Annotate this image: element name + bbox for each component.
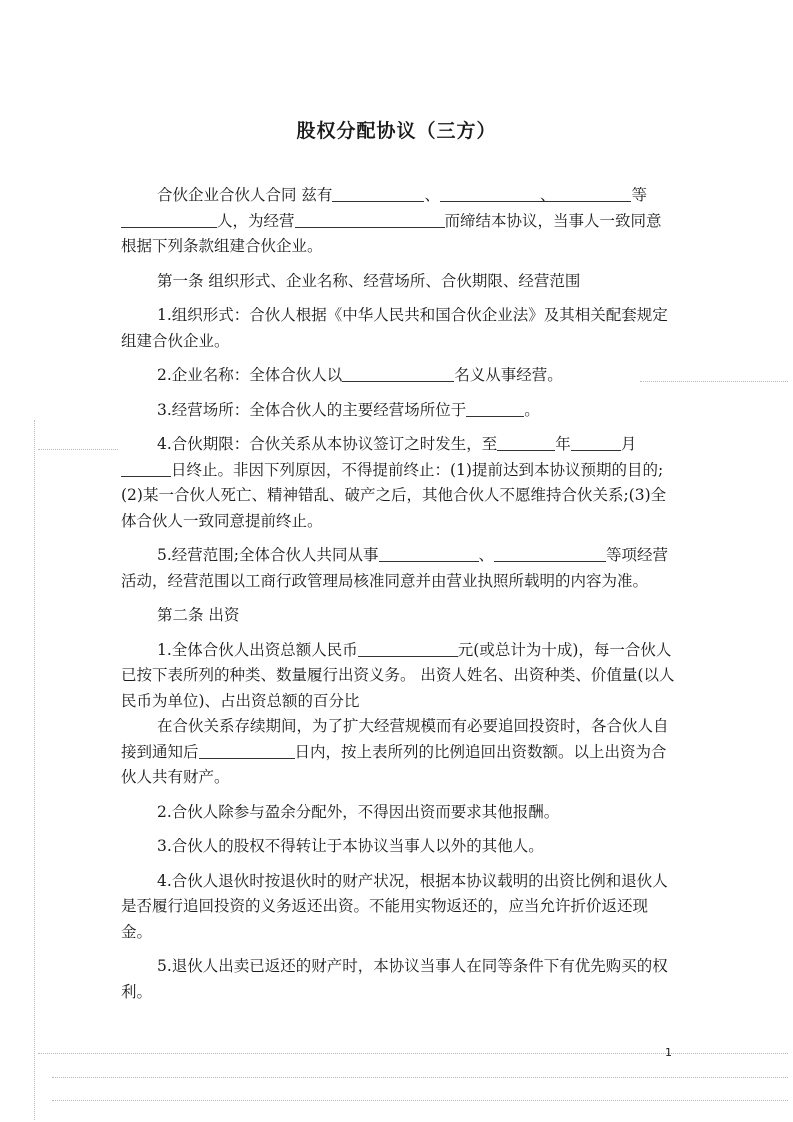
article-1-title: 第一条 组织形式、企业名称、经营场所、合伙期限、经营范围 bbox=[157, 271, 581, 290]
text-run: 。 bbox=[524, 400, 540, 419]
text-run: 在合伙关系存续期间，为了扩大经营规模而有必要追回投资时，各合伙人自接到通知后 bbox=[121, 717, 669, 761]
intro-paragraph bbox=[121, 183, 677, 260]
blank-field[interactable] bbox=[199, 742, 295, 759]
article-2-item-1 bbox=[121, 638, 677, 715]
blank-field[interactable] bbox=[519, 185, 631, 202]
blank-field[interactable] bbox=[379, 545, 479, 562]
article-1-item-1: 1.组织形式：合伙人根据《中华人民共和国合伙企业法》及其相关配套规定组建合伙企业。 bbox=[121, 306, 668, 350]
article-2-title: 第二条 出资 bbox=[157, 606, 240, 624]
dotted-guide-line bbox=[52, 1077, 788, 1078]
text-run: 等项经营活动，经营范围以工商行政管理局核准同意并由营业执照所载明的内容为准。 bbox=[121, 546, 669, 590]
blank-field[interactable] bbox=[332, 185, 424, 202]
text-run: 而缔结本协议，当事人一致同意根据下列条款组建合伙企业。 bbox=[121, 211, 662, 255]
article-1-item-5 bbox=[121, 543, 677, 594]
text-run: 、 bbox=[424, 186, 440, 204]
blank-field[interactable] bbox=[497, 434, 555, 451]
blank-field[interactable] bbox=[121, 211, 217, 228]
dotted-guide-line bbox=[38, 1053, 788, 1054]
text-run: 日内，按上表所列的比例追回出资数额。以上出资为合伙人共有财产。 bbox=[121, 742, 667, 786]
blank-field[interactable] bbox=[358, 640, 458, 657]
dotted-guide-line bbox=[34, 420, 35, 1120]
text-run: 2.企业名称：全体合伙人以 bbox=[157, 366, 343, 384]
page-number: 1 bbox=[665, 1046, 672, 1059]
dotted-guide-line bbox=[52, 1100, 788, 1101]
text-run: 年 bbox=[555, 435, 571, 453]
article-2-item-1-cont bbox=[121, 714, 677, 791]
blank-field[interactable] bbox=[295, 211, 445, 228]
text-run: 1.全体合伙人出资总额人民币 bbox=[157, 640, 358, 659]
text-run: 合伙企业合伙人合同 兹有 bbox=[157, 186, 333, 204]
article-2-item-4: 4.合伙人退伙时按退伙时的财产状况，根据本协议载明的出资比例和退伙人是否履行追回投资的义务返还出资。不能用实物返还的，应当允许折价返还现金。 bbox=[121, 871, 668, 941]
text-run: 等 bbox=[631, 186, 647, 204]
text-run: 4.合伙期限：合伙关系从本协议签订之时发生，至 bbox=[157, 435, 498, 453]
text-run: 元(或总计为十成)，每一合伙人已按下表所列的种类、数量履行出资义务。 出资人姓名、出资种类、价值量(以人民币为单位)、占出资总额的百分比 bbox=[121, 640, 675, 710]
blank-field[interactable] bbox=[494, 545, 606, 562]
article-1-item-3 bbox=[121, 398, 677, 424]
text-run: 日终止。非因下列原因，不得提前终止：(1)提前达到本协议预期的目的;(2)某一合伙人死亡、精神错乱、破产之后，其他合伙人不愿维持合伙关系;(3)全体合伙人一致同意提前终止。 bbox=[121, 460, 667, 530]
article-2-item-3: 3.合伙人的股权不得转让于本协议当事人以外的其他人。 bbox=[157, 837, 544, 855]
blank-field[interactable] bbox=[121, 460, 171, 477]
text-run: 名义从事经营。 bbox=[454, 366, 563, 384]
text-run: 5.经营范围;全体合伙人共同从事 bbox=[157, 546, 379, 564]
article-1-item-2 bbox=[121, 363, 677, 389]
text-run: 、 bbox=[539, 186, 556, 204]
document-body bbox=[121, 183, 677, 1014]
document-title: 股权分配协议（三方） bbox=[296, 120, 497, 142]
blank-field[interactable] bbox=[466, 400, 524, 417]
text-run: 、 bbox=[478, 546, 495, 564]
article-1-item-4 bbox=[121, 432, 677, 534]
text-run: 3.经营场所：全体合伙人的主要经营场所位于 bbox=[157, 400, 467, 419]
text-run: 月 bbox=[620, 435, 637, 453]
article-2-item-2: 2.合伙人除参与盈余分配外，不得因出资而要求其他报酬。 bbox=[157, 802, 560, 821]
blank-field[interactable] bbox=[571, 434, 621, 451]
blank-field[interactable] bbox=[342, 365, 454, 382]
dotted-guide-line bbox=[38, 449, 118, 450]
article-2-item-5: 5.退伙人出卖已返还的财产时，本协议当事人在同等条件下有优先购买的权利。 bbox=[121, 957, 668, 1001]
text-run: 人，为经营 bbox=[217, 211, 295, 230]
